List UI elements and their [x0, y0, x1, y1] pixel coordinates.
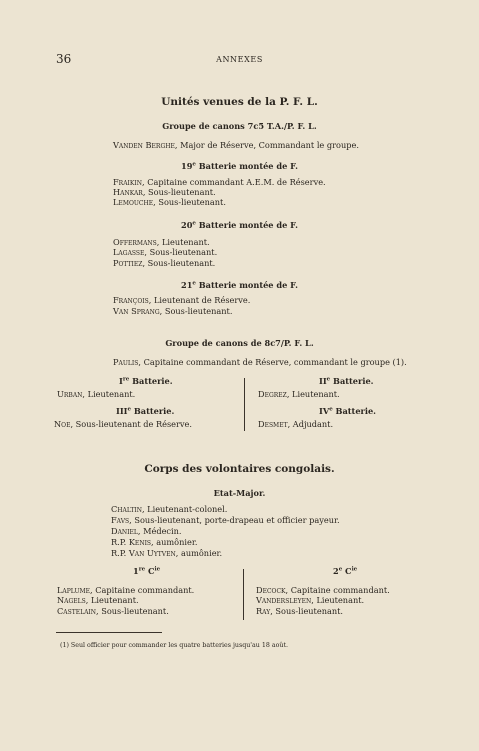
person-name: Degrez [258, 389, 287, 399]
person-role: , aumônier. [151, 537, 198, 547]
battery-II-line [258, 389, 340, 399]
person-role: , Lieutenant. [156, 237, 210, 247]
company1-line [57, 585, 194, 595]
company-label: C [145, 566, 155, 576]
company-number: 2 [333, 566, 339, 576]
company-number: 1 [133, 566, 139, 576]
battery-III-line [54, 419, 192, 429]
footnote: (1) Seul officier pour commander les quatre batteries jusqu'au 18 août. [60, 642, 288, 649]
person-role: , Capitaine commandant. [90, 585, 195, 595]
person-name: Desmet [258, 419, 288, 429]
person-role: , Lieutenant. [311, 595, 365, 605]
person-name: Vanden Berghe [113, 140, 175, 150]
person-name: Daniel [111, 526, 138, 536]
staff-line [111, 504, 227, 514]
person-name: Lagasse [113, 247, 145, 257]
person-role: , Capitaine commandant A.E.M. de Réserve. [142, 177, 326, 187]
column-divider [243, 569, 244, 620]
person-role: , Adjudant. [287, 419, 334, 429]
page-number: 36 [56, 52, 72, 66]
ordinal-suffix: e [192, 280, 196, 287]
person-role: , Médecin. [137, 526, 182, 536]
battery-label: Batterie. [330, 376, 374, 386]
person-role: , aumônier. [175, 548, 223, 558]
person-name: Nagels [57, 595, 86, 605]
person-role: , Sous-lieutenant. [153, 197, 226, 207]
staff-line [111, 548, 222, 558]
person-name: Paulis [113, 357, 139, 367]
person-name: Fraikin [113, 177, 143, 187]
person-role: , Sous-lieutenant. [270, 606, 344, 616]
battery21-line2 [113, 306, 232, 316]
ordinal-suffix: e [329, 406, 333, 413]
battery-number: II [319, 376, 327, 386]
ordinal-suffix: e [192, 161, 196, 168]
person-name: Chaltin [111, 504, 142, 514]
person-name: Offermans [113, 237, 157, 247]
battery19-line3 [113, 197, 226, 207]
abbrev-suffix: ie [351, 566, 358, 573]
battery19-line1 [113, 177, 326, 187]
battery-number: 19 [181, 161, 193, 171]
person-name: François [113, 295, 149, 305]
battery-IV-heading [319, 406, 376, 416]
battery-IV-line [258, 419, 333, 429]
person-role: , Lieutenant de Réserve. [148, 295, 251, 305]
battery21-heading [0, 280, 479, 290]
battery20-line1 [113, 237, 210, 247]
battery-label: Batterie. [332, 406, 377, 416]
battery-number: 20 [181, 220, 193, 230]
battery-I-heading [119, 376, 173, 386]
staff-line [111, 526, 182, 536]
group1-heading: Groupe de canons 7c5 T.A./P. F. L. [162, 121, 317, 131]
person-role: , Capitaine commandant. [285, 585, 390, 595]
person-name: Urban [57, 389, 83, 399]
ordinal-suffix: re [122, 376, 130, 383]
group2-commander [113, 357, 407, 367]
person-name: R.P. Kenis [111, 537, 152, 547]
person-role: , Sous-lieutenant de Réserve. [70, 419, 192, 429]
battery20-line2 [113, 247, 217, 257]
company-label: C [342, 566, 352, 576]
person-name: Decock [256, 585, 286, 595]
battery-III-heading [116, 406, 174, 416]
staff-line [111, 515, 340, 525]
section-title-congolais: Corps des volontaires congolais. [144, 463, 335, 475]
person-role: , Capitaine commandant de Réserve, commandant le groupe (1). [138, 357, 407, 367]
footnote-rule [56, 632, 162, 633]
person-role: , Sous-lieutenant. [142, 187, 216, 197]
battery21-line1 [113, 295, 250, 305]
company2-line [256, 585, 390, 595]
person-name: Noe [54, 419, 71, 429]
person-role: , Lieutenant. [85, 595, 139, 605]
person-name: Castelain [57, 606, 97, 616]
person-name: Vandersleyen [256, 595, 312, 605]
person-name: Favs [111, 515, 130, 525]
battery-number: III [116, 406, 128, 416]
company1-heading [133, 566, 160, 576]
company2-heading [333, 566, 357, 576]
ordinal-suffix: re [138, 566, 146, 573]
ordinal-suffix: e [127, 406, 131, 413]
person-role: , Sous-lieutenant. [144, 247, 218, 257]
ordinal-suffix: e [192, 220, 196, 227]
group1-commander [113, 140, 359, 150]
battery-I-line [57, 389, 135, 399]
person-name: Laplume [57, 585, 91, 595]
ordinal-suffix: e [338, 566, 343, 573]
battery19-heading [0, 161, 479, 171]
battery20-line3 [113, 258, 215, 268]
column-divider [244, 378, 245, 431]
person-name: Pottiez [113, 258, 143, 268]
ordinal-suffix: e [326, 376, 331, 383]
person-role: , Major de Réserve, Commandant le groupe. [174, 140, 359, 150]
person-role: , Sous-lieutenant. [142, 258, 216, 268]
battery-label: Batterie. [131, 406, 175, 416]
battery-number: 21 [181, 280, 193, 290]
person-role: , Lieutenant. [286, 389, 340, 399]
battery-label: Batterie montée de F. [195, 220, 298, 230]
person-role: , Lieutenant. [82, 389, 136, 399]
battery19-line2 [113, 187, 216, 197]
staff-line [111, 537, 197, 547]
company1-line [57, 606, 169, 616]
person-name: Van Sprang [113, 306, 160, 316]
person-role: , Sous-lieutenant, porte-drapeau et officier payeur. [129, 515, 340, 525]
person-name: R.P. Van Uytven [111, 548, 176, 558]
battery-label: Batterie montée de F. [195, 161, 298, 171]
battery-number: I [119, 376, 123, 386]
group2-heading: Groupe de canons de 8c7/P. F. L. [165, 338, 314, 348]
section-title-pfl: Unités venues de la P. F. L. [161, 96, 318, 108]
company2-line [256, 606, 343, 616]
company2-line [256, 595, 364, 605]
person-name: Hankar [113, 187, 143, 197]
running-head: ANNEXES [216, 55, 263, 64]
company1-line [57, 595, 139, 605]
battery-label: Batterie montée de F. [195, 280, 298, 290]
person-role: , Lieutenant-colonel. [141, 504, 228, 514]
person-role: , Sous-lieutenant. [96, 606, 169, 616]
person-name: Lemouche [113, 197, 154, 207]
person-role: , Sous-lieutenant. [159, 306, 233, 316]
abbrev-suffix: ie [154, 566, 161, 573]
battery-II-heading [319, 376, 374, 386]
staff-heading: Etat-Major. [213, 488, 266, 498]
person-name: Ray [256, 606, 271, 616]
battery-number: IV [319, 406, 330, 416]
battery-label: Batterie. [129, 376, 173, 386]
battery20-heading [0, 220, 479, 230]
